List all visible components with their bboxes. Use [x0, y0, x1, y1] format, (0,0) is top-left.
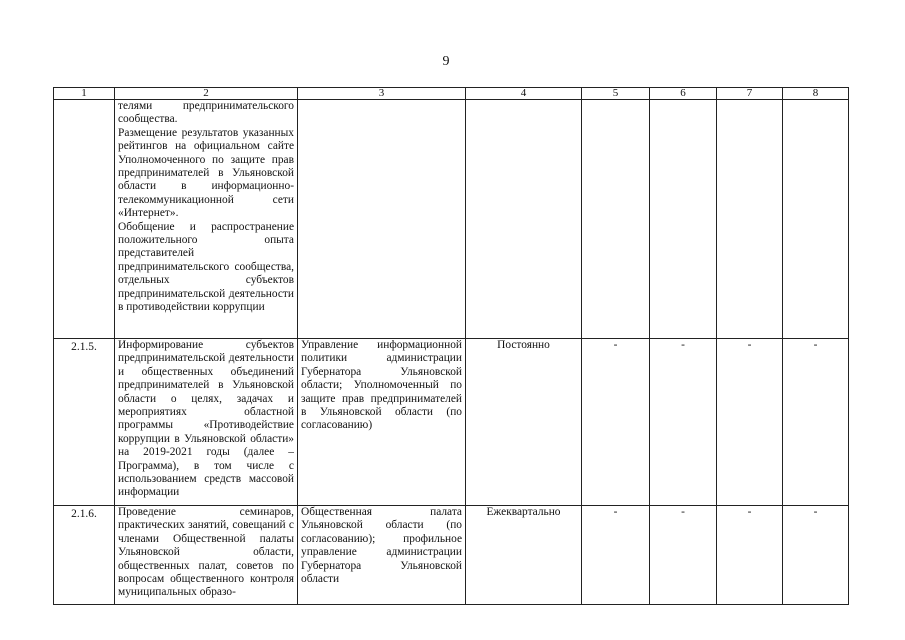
table-row	[54, 339, 849, 506]
table-row	[54, 100, 849, 339]
row-number	[54, 100, 115, 339]
description-paragraph: Информирование субъектов предпринимательской деятельности и общественных объединений предпринимателей в Ульяновской области о целях, задачах и мероприятиях областной программы «Противодействие коррупции в Ульяновской области» на 2019-2021 годы (далее – Программа), в том числе с использованием средств массовой информации	[118, 339, 294, 499]
row-col5: -	[582, 506, 650, 605]
row-period: Ежеквартально	[466, 506, 582, 605]
column-header: 8	[783, 88, 849, 100]
description-paragraph: Проведение семинаров, практических занятий, совещаний с членами Общественной палаты Ульяновской области, общественных палат, советов по вопросам общественного контроля муниципальных образо-	[118, 506, 294, 599]
row-col8	[783, 100, 849, 339]
column-header: 3	[298, 88, 466, 100]
description-paragraph: Обобщение и распространение положительного опыта представителей предпринимательского сообщества, отдельных субъектов предпринимательской деятельности в противодействии коррупции	[118, 220, 294, 314]
row-description	[115, 100, 298, 339]
page-number: 9	[442, 54, 450, 69]
row-col7: -	[717, 506, 783, 605]
row-period: Постоянно	[466, 339, 582, 506]
column-header: 1	[54, 88, 115, 100]
program-table	[53, 87, 849, 605]
row-responsible: Общественная палата Ульяновской области (по согласованию); профильное управление администрации Губернатора Ульяновской области	[298, 506, 466, 605]
row-number: 2.1.6.	[54, 506, 115, 605]
row-description	[115, 339, 298, 506]
table-header-row	[54, 88, 849, 100]
column-header: 5	[582, 88, 650, 100]
row-number: 2.1.5.	[54, 339, 115, 506]
row-col6	[650, 100, 717, 339]
row-responsible: Управление информационной политики администрации Губернатора Ульяновской области; Уполномоченный по защите прав предпринимателей в Ульяновской области (по согласованию)	[298, 339, 466, 506]
row-period	[466, 100, 582, 339]
row-col8: -	[783, 506, 849, 605]
column-header: 6	[650, 88, 717, 100]
row-col6: -	[650, 506, 717, 605]
row-responsible	[298, 100, 466, 339]
row-col7	[717, 100, 783, 339]
row-col5	[582, 100, 650, 339]
description-paragraph: телями предпринимательского сообщества.	[118, 100, 294, 126]
row-col6: -	[650, 339, 717, 506]
table-row	[54, 506, 849, 605]
row-col8: -	[783, 339, 849, 506]
column-header: 4	[466, 88, 582, 100]
description-paragraph: Размещение результатов указанных рейтингов на официальном сайте Уполномоченного по защите прав предпринимателей в Ульяновской области в информационно-телекоммуникационной сети «Интернет».	[118, 126, 294, 220]
column-header: 7	[717, 88, 783, 100]
row-col5: -	[582, 339, 650, 506]
row-description	[115, 506, 298, 605]
column-header: 2	[115, 88, 298, 100]
row-col7: -	[717, 339, 783, 506]
